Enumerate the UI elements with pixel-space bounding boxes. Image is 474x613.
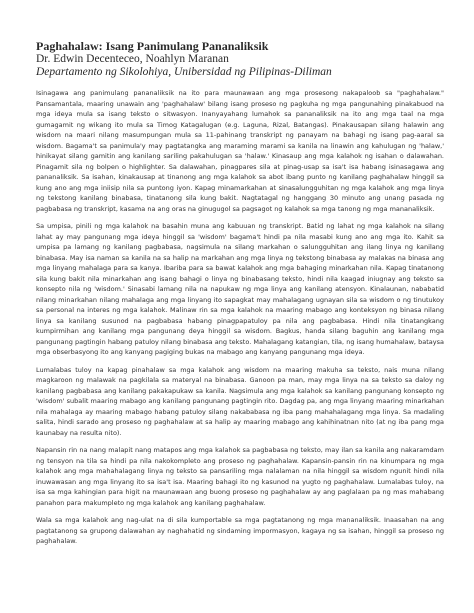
document-page: [36, 40, 444, 554]
paragraph-2: Sa umpisa, pinili ng mga kalahok na basahin muna ang kabuuan ng transkript. Batid ng lahat ng mga kalahok na silang lahat ay may pangunang mga ideya hinggil sa 'wisdom' bagama't hindi pa nila masabi kung ano ang mga ito. Kahit sa umpisa pa lamang ng kanilang pagbabasa, nagsimula na silang markahan o salungguhitan ang ilang linya ng kanilang binabasa. May isa naman sa kanila na sa halip na markahan ang mga linya ng tekstong binabasa ay malakas na binasa ang mga linyang mahalaga para sa kanya. Ibariba para sa bawat kalahok ang mga bahaging minarkahan nila. Kapag tinatanong sila kung bakit nila minarkahan ang isang bahagi o linya ng binabasang teksto, hindi nila kaagad iniugnay ang teksto sa konsepto nila ng 'wisdom.' Sinasabi lamang nila na napukaw ng mga linya ang kanilang atensyon. Kinalaunan, nababatid nilang minarkahan nilang mahalaga ang mga linyang ito sapagkat may mahalagang ugnayan sila sa wisdom o ng tinutukoy sa personal na interes ng mga kalahok. Malinaw rin sa mga kalahok na maaring mabago ang konteksyon ng binasa nilang linya sa kanilang susunod na pagbabasa habang pinagpapatuloy pa nila ang pagbabasa. Hindi nila tinatangkang kumpirmihan ang kanilang mga pangunang deya hinggil sa wisdom. Bagkus, handa silang baguhin ang kanilang mga pangunang pagtingin habang patuloy nilang binabasa ang teksto. Mahalagang katangian, tila, ng isang humahalaw, bataysa mga obserbasyong ito ang kanyang pagiging bukas na mabago ang kanyang pangunang mga ideya.: [36, 222, 444, 356]
paragraph-4: Napansin rin na nang malapit nang matapos ang mga kalahok sa pagbabasa ng teksto, may ilan sa kanila ang nakaramdam ng tensyon na tila sa hindi pa nila nakokompleto ang proseso ng paghahalaw. Kapansin-pansin rin na kinumpara ng mga kalahok ang mga mahahalagang linya ng teksto sa pansariling mga nalalaman na nila hinggil sa wisdom ngunit hindi nila inuwawasan ang mga linyang ito sa isa't isa. Maaring bahagi ito ng kasunod na yugto ng paghahalaw. Lumalabas tuloy, na isa sa mga kahingian para higit na maunawaan ang buong proseso ng paghahalaw ay ang paglalaan pa ng mas mahabang panahon para makumpleto ng mga kalahok ang kanilang paghahalaw.: [36, 446, 444, 507]
paragraph-5: Wala sa mga kalahok ang nag-ulat na di sila kumportable sa mga pagtatanong ng mga mananaliksik. Inaasahan na ang pagtatanong sa grupong dalawahan ay naghahatid ng sindaming impormasyon, kagaya ng sa isahan, hinggil sa proseso ng paghahalaw.: [36, 516, 444, 545]
paragraph-3: Lumalabas tuloy na kapag pinahalaw sa mga kalahok ang wisdom na maaring makuha sa teksto, nais muna nilang magkaroon ng malawak na pagkilala sa materyal na binabasa. Ganoon pa man, may mga linya na sa teksto sa daloy ng kanilang pagbabasa ang kanilang pakakapukaw sa kanila. Nagsimula ang mga kalahok sa kanilang pangunang konsepto ng 'wisdom' subalit maaring mabago ang kanilang pangunang pagtingin rito. Dagdag pa, ang mga linyang maaring minarkahan nila mahalaga ay maaring mabago habang patuloy silang nakababasa ng iba pang mahahalagang mga linya. Sa madaling salita, hindi sarado ang proseso ng paghahalaw at sa halip ay maaring mabago ang kahihinatnan nito (at ng iba pang mga kaunabay na resulta nito).: [36, 365, 444, 437]
document-authors: Dr. Edwin Decenteceo, Noahlyn Maranan: [36, 53, 229, 65]
document-title: Paghahalaw: Isang Panimulang Pananaliksik: [36, 39, 269, 53]
document-affiliation: Departamento ng Sikolohiya, Unibersidad ng Pilipinas-Diliman: [36, 66, 332, 78]
paragraph-1: Isinagawa ang panimulang pananaliksik na ito para maunawaan ang mga prosesong nakapaloob sa "paghahalaw." Pansamantala, maaring unawain ang 'paghahalaw' bilang isang proseso ng pagkuha ng mga pangunahing pinakabuod na mga ideya mula sa isang teksto o sitwasyon. Inanyayahang lumahok sa pananaliksik na ito ang mga taal na mga gumagamit ng wikang ito mula sa Timog Katagalugan (e.g. Laguna, Rizal, Batangas). Pinakausapan silang halawin ang wisdom na maari nilang masumpungan mula sa 11-pahinang transkript ng panayam na bahagi ng isang pag-aaral sa wisdom. Bagama't sa panimula'y may pagtatangka ang maraming marami sa kanila na linawin ang kahulugan ng 'halaw,' hinikayat silang gamitin ang kanilang sariling pakahulugan sa 'halaw.' Kinasaup ang mga kalahok ng isahan o dalawahan. Pinagamit sila ng bolpen o highlighter. Sa dalawahan, pinagpares sila at pinag-usap sa isa't isa habang isinasagawa ang pananaliksik. Sa isahan, kinakausap at tinanong ang mga kalahok sa abot ibang punto ng kanilang paghahalaw hinggil sa kung ano ang mga iniisip nila sa puntong iyon. Kapag minamarkahan at sinasalungguhitan ng mga kalahok ang mga linya ng tekstong kanilang binabasa, tinatanong sila kung bakit. Nagtatagal ng hanggang 30 minuto ang unang pasada ng pagbabasa ng transkript, kasama na ang oras na ginugugol sa pagsagot ng kalahok sa mga tanong ng mga mananaliksik.: [36, 89, 444, 213]
